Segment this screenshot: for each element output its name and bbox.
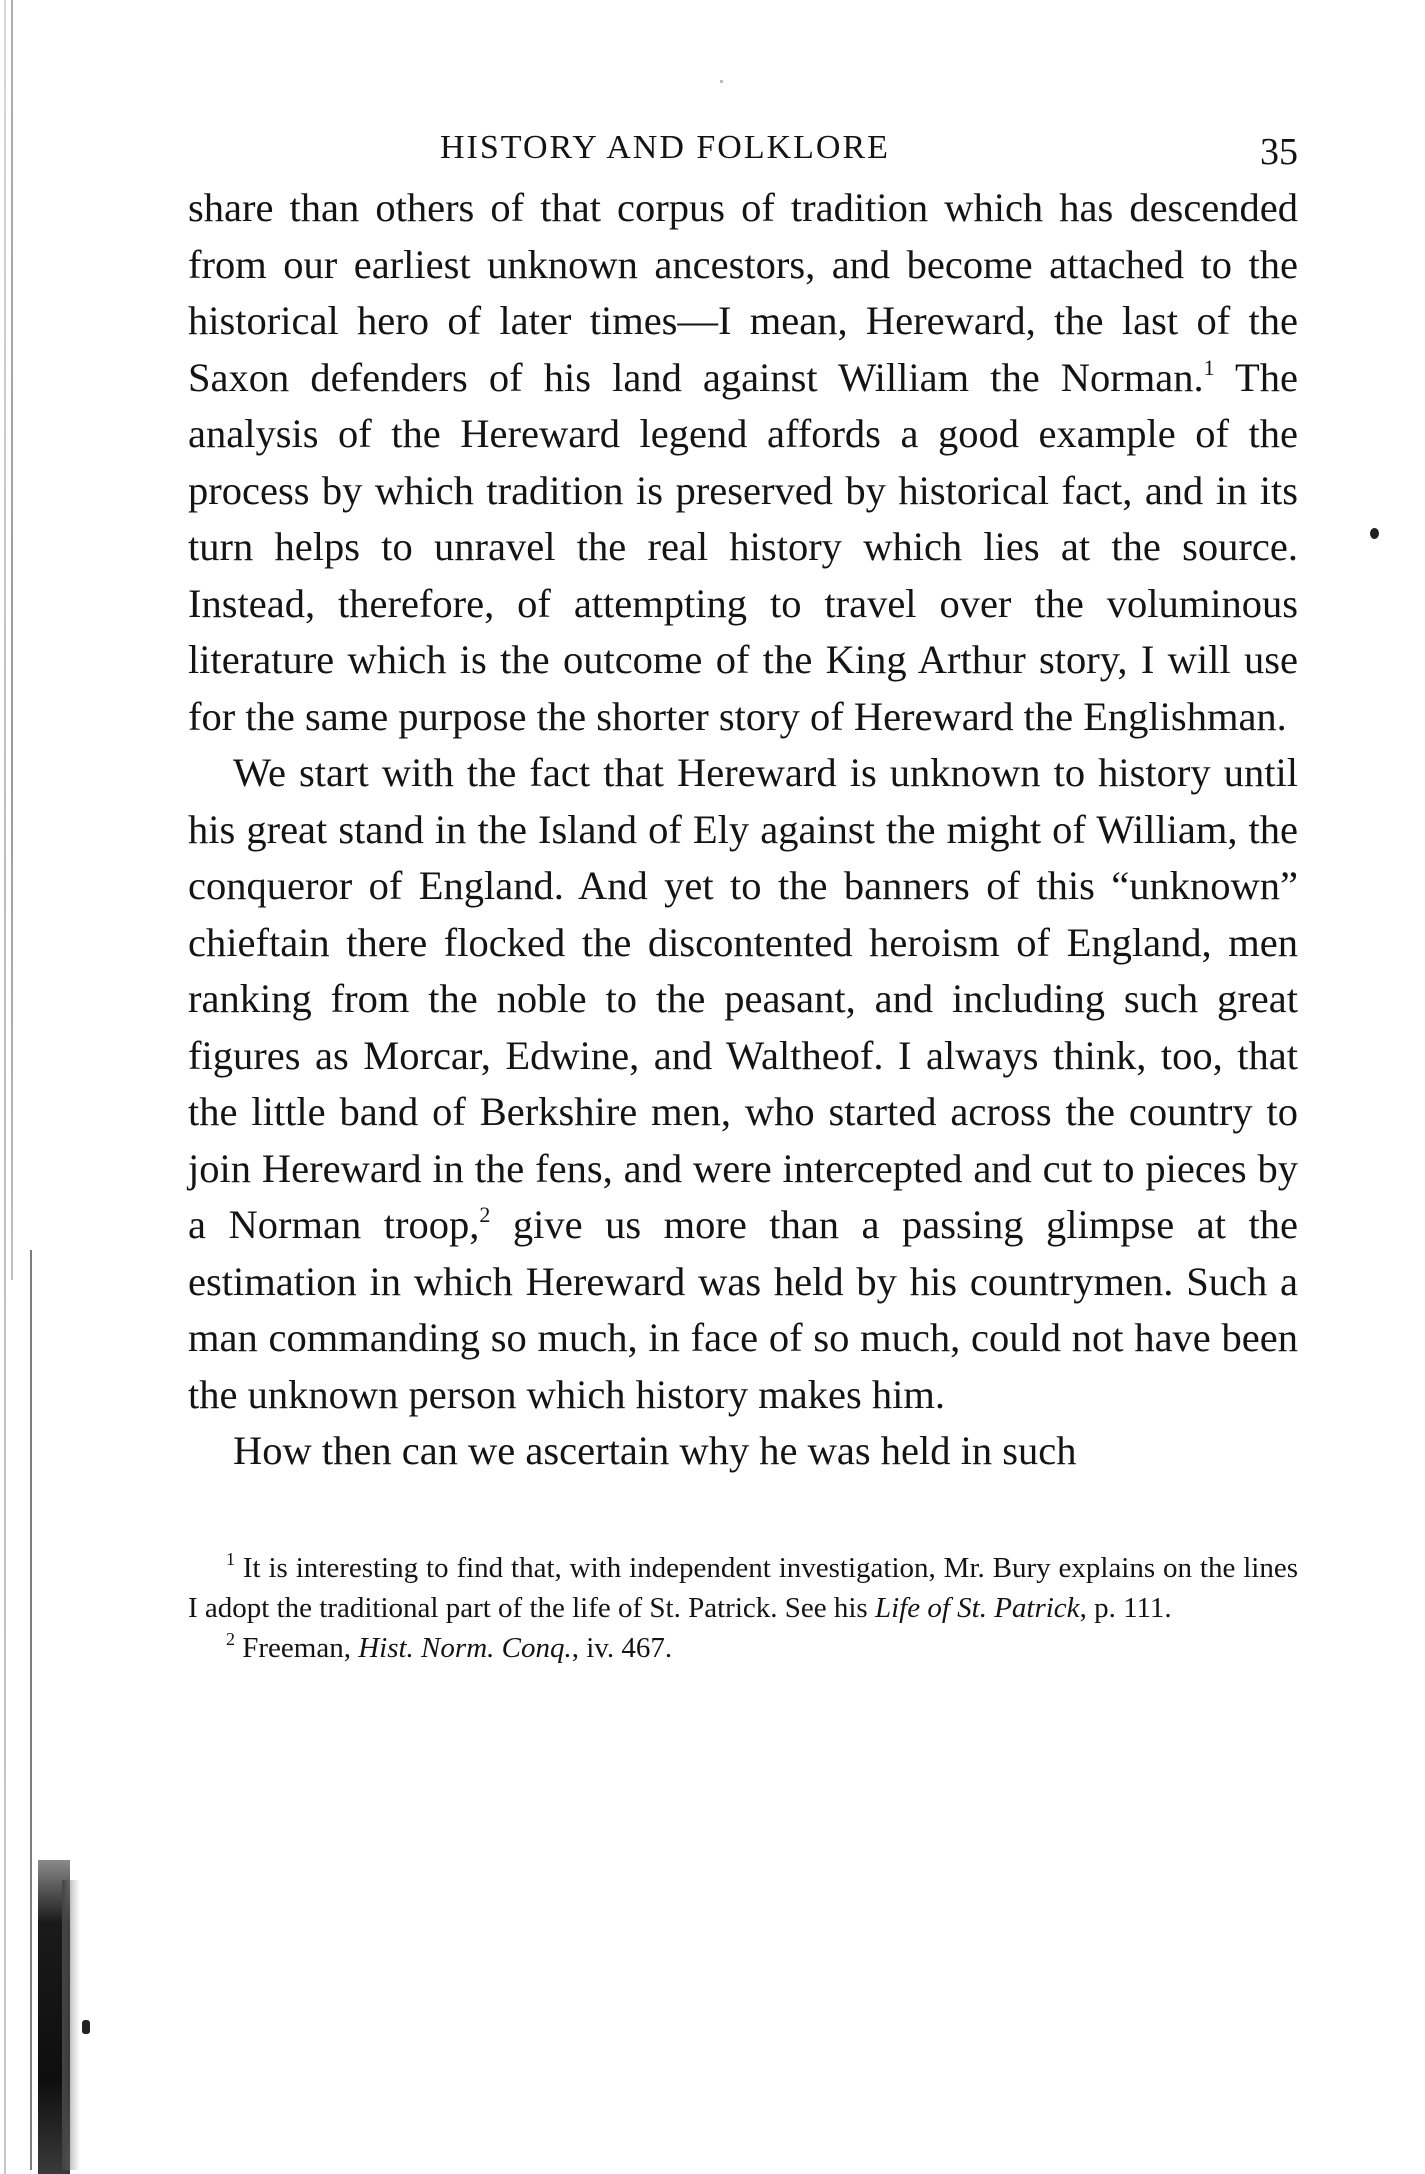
footnote-2 <box>188 1628 1298 1668</box>
gutter-line <box>4 0 6 2174</box>
footnotes <box>188 1548 1298 1668</box>
scan-speck <box>720 80 723 83</box>
footnote-2-text-b: , iv. 467. <box>571 1631 673 1664</box>
page-number: 35 <box>1260 131 1298 173</box>
footnote-2-marker: 2 <box>226 1628 235 1649</box>
paragraph-2-text-b: give us more than a passing glimpse at the estimation in which Hereward was held by his countrymen. Such a man commanding so much, in face of so much, could not have been the unknown person which history makes him. <box>188 1202 1298 1417</box>
paragraph-3-text: How then can we ascertain why he was held in such <box>233 1428 1077 1473</box>
footnote-2-book-title: Hist. Norm. Conq. <box>358 1631 572 1664</box>
paragraph-2 <box>188 745 1298 1423</box>
binding-shadow-edge <box>62 1880 80 2170</box>
body-text <box>188 180 1298 1480</box>
gutter-line <box>30 1250 32 2170</box>
footnote-ref-1: 1 <box>1203 354 1215 380</box>
binding-gutter <box>0 0 110 2174</box>
running-head <box>188 120 1298 180</box>
gutter-line <box>11 0 13 1280</box>
book-page <box>188 120 1298 1668</box>
gutter-mark <box>82 2020 90 2034</box>
footnote-1-marker: 1 <box>226 1548 235 1569</box>
footnote-1-text-a: It is interesting to find that, with independent investigation, Mr. Bury explains on the lines I adopt the traditional part of the life of St. Patrick. See his <box>188 1551 1298 1624</box>
footnote-2-text-a: Freeman, <box>235 1631 359 1664</box>
running-title: HISTORY AND FOLKLORE <box>440 129 890 166</box>
footnote-ref-2: 2 <box>479 1202 491 1227</box>
paragraph-1-text-b: The analysis of the Hereward legend affords a good example of the process by which tradition is preserved by historical fact, and in its turn helps to unravel the real history which lies at the source. Instead, therefore, of attempting to travel over the voluminous literature which is the outcome of the King Arthur story, I will use for the same purpose the shorter story of Hereward the Englishman. <box>188 354 1298 739</box>
footnote-1-text-b: , p. 111. <box>1079 1591 1172 1624</box>
footnote-1-book-title: Life of St. Patrick <box>874 1591 1080 1624</box>
paragraph-1 <box>188 180 1298 745</box>
paragraph-3 <box>188 1423 1298 1480</box>
footnote-1 <box>188 1548 1298 1628</box>
paragraph-2-text-a: We start with the fact that Hereward is unknown to history until his great stand in the Island of Ely against the might of William, the conqueror of England. And yet to the banners of this “unknown” chieftain there flocked the discontented heroism of England, men ranking from the noble to the peasant, and including such great figures as Morcar, Edwine, and Waltheof. I always think, too, that the little band of Berkshire men, who started across the country to join Hereward in the fens, and were intercepted and cut to pieces by a Norman troop, <box>188 750 1298 1247</box>
paragraph-1-text-a: share than others of that corpus of tradition which has descended from our earliest unknown ancestors, and become attached to the historical hero of later times—I mean, Hereward, the last of the Saxon defenders of his land against William the Norman. <box>188 185 1298 400</box>
margin-dot <box>1370 528 1379 539</box>
